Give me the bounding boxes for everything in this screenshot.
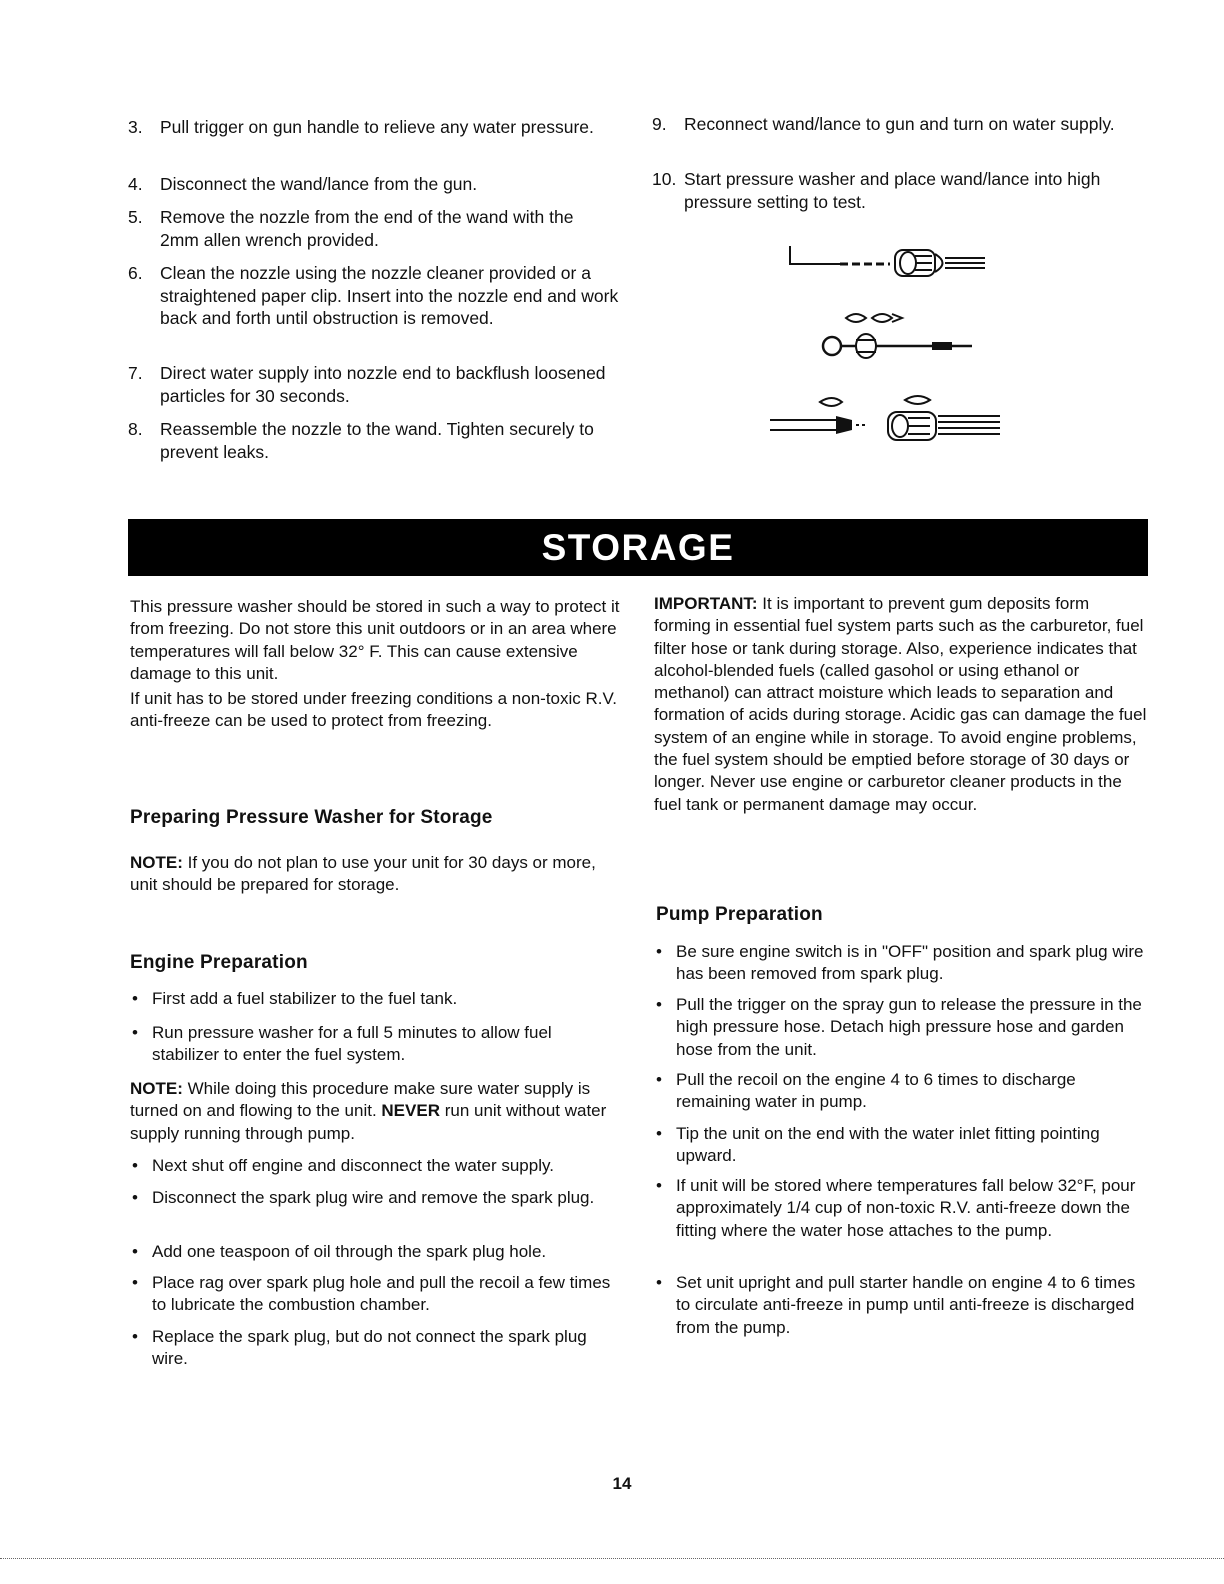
note-text-continued: run unit without water supply running through pump. xyxy=(130,1101,607,1143)
note-storage-30-days xyxy=(130,852,622,897)
pump-bullet-2 xyxy=(656,994,1146,1061)
note-text: If you do not plan to use your unit for 30 days or more, unit should be prepared for storage. xyxy=(130,853,596,895)
bullet-text: Add one teaspoon of oil through the spark plug hole. xyxy=(152,1242,547,1261)
bullet-text: Place rag over spark plug hole and pull the recoil a few times to lubricate the combustion chamber. xyxy=(152,1273,611,1315)
nozzle-removal-illustration xyxy=(780,238,1010,288)
bullet-dot: • xyxy=(656,942,662,961)
bullet-text: If unit will be stored where temperatures fall below 32°F, pour approximately 1/4 cup of non-toxic R.V. anti-freeze down the fitting where the water hose attaches to the pump. xyxy=(676,1176,1136,1240)
never-emphasis: NEVER xyxy=(381,1101,440,1121)
pump-bullet-3 xyxy=(656,1069,1146,1114)
bullet-dot: • xyxy=(132,1242,138,1261)
step-5 xyxy=(128,206,608,251)
bullet-text: First add a fuel stabilizer to the fuel tank. xyxy=(152,989,458,1008)
step-number: 7. xyxy=(128,363,143,383)
bullet-dot: • xyxy=(656,1124,662,1143)
bullet-text: Pull the recoil on the engine 4 to 6 times to discharge remaining water in pump. xyxy=(676,1070,1076,1112)
bullet-dot: • xyxy=(132,1188,138,1207)
note-text: While doing this procedure make sure water supply is turned on and flowing to the unit. xyxy=(130,1079,591,1121)
step-8 xyxy=(128,418,608,463)
bullet-dot: • xyxy=(132,1273,138,1292)
page-number: 14 xyxy=(612,1474,632,1493)
step-9 xyxy=(652,113,1132,136)
engine-bullet-5 xyxy=(132,1241,632,1263)
step-text: Direct water supply into nozzle end to backflush loosened particles for 30 seconds. xyxy=(160,363,606,406)
step-text: Reassemble the nozzle to the wand. Tighten securely to prevent leaks. xyxy=(160,419,594,462)
note-label: NOTE: xyxy=(130,853,183,872)
bullet-text: Replace the spark plug, but do not connect the spark plug wire. xyxy=(152,1327,587,1369)
engine-bullet-3 xyxy=(132,1155,632,1177)
engine-bullet-1 xyxy=(132,988,622,1010)
step-number: 4. xyxy=(128,174,143,194)
step-text: Start pressure washer and place wand/lance into high pressure setting to test. xyxy=(684,169,1101,212)
bullet-dot: • xyxy=(656,1273,662,1292)
storage-banner xyxy=(128,519,1148,576)
step-number: 3. xyxy=(128,117,143,137)
pump-bullet-6 xyxy=(656,1272,1146,1339)
step-number: 5. xyxy=(128,207,143,227)
bullet-dot: • xyxy=(132,1327,138,1346)
step-number: 8. xyxy=(128,419,143,439)
section-title: STORAGE xyxy=(541,527,735,568)
step-3 xyxy=(128,116,608,139)
bullet-text: Set unit upright and pull starter handle on engine 4 to 6 times to circulate anti-freeze in pump until anti-freeze is discharged from the pump. xyxy=(676,1273,1136,1337)
step-number: 9. xyxy=(652,114,667,134)
pump-bullet-5 xyxy=(656,1175,1146,1242)
bullet-text: Tip the unit on the end with the water inlet fitting pointing upward. xyxy=(676,1124,1100,1166)
step-text: Disconnect the wand/lance from the gun. xyxy=(160,174,478,194)
step-10 xyxy=(652,168,1132,213)
step-4 xyxy=(128,173,608,196)
important-label: IMPORTANT: xyxy=(654,594,758,613)
storage-intro-paragraph: This pressure washer should be stored in such a way to protect it from freezing. Do not store this unit outdoors or in an area where temperatures will fall below 32° F. This can cause extensive damage to this unit. xyxy=(130,597,620,683)
engine-preparation-heading: Engine Preparation xyxy=(130,952,308,973)
bullet-dot: • xyxy=(656,1176,662,1195)
engine-bullet-7 xyxy=(132,1326,622,1371)
step-text: Remove the nozzle from the end of the wand with the 2mm allen wrench provided. xyxy=(160,207,574,250)
nozzle-backflush-illustration xyxy=(770,390,1010,450)
important-paragraph xyxy=(654,593,1148,816)
step-6 xyxy=(128,262,628,330)
step-text: Pull trigger on gun handle to relieve any water pressure. xyxy=(160,117,594,137)
pump-bullet-4 xyxy=(656,1123,1146,1168)
step-text: Reconnect wand/lance to gun and turn on water supply. xyxy=(684,114,1115,134)
bullet-text: Be sure engine switch is in "OFF" position and spark plug wire has been removed from spark plug. xyxy=(676,942,1144,984)
preparing-storage-heading: Preparing Pressure Washer for Storage xyxy=(130,807,493,828)
bullet-dot: • xyxy=(132,1023,138,1042)
bullet-dot: • xyxy=(656,1070,662,1089)
pump-bullet-1 xyxy=(656,941,1146,986)
bullet-text: Run pressure washer for a full 5 minutes to allow fuel stabilizer to enter the fuel system. xyxy=(152,1023,552,1065)
bullet-dot: • xyxy=(656,995,662,1014)
step-text: Clean the nozzle using the nozzle cleaner provided or a straightened paper clip. Insert into the nozzle end and work back and forth until obstruction is removed. xyxy=(160,263,619,328)
bullet-text: Pull the trigger on the spray gun to release the pressure in the high pressure hose. Detach high pressure hose and garden hose from the unit. xyxy=(676,995,1142,1059)
engine-bullet-4 xyxy=(132,1187,622,1209)
bullet-dot: • xyxy=(132,989,138,1008)
nozzle-cleaner-illustration xyxy=(812,304,982,370)
step-number: 10. xyxy=(652,169,677,189)
step-number: 6. xyxy=(128,263,143,283)
antifreeze-paragraph: If unit has to be stored under freezing conditions a non-toxic R.V. anti-freeze can be used to protect from freezing. xyxy=(130,689,617,731)
step-7 xyxy=(128,362,608,407)
note-label: NOTE: xyxy=(130,1079,183,1098)
engine-bullet-2 xyxy=(132,1022,622,1067)
important-text: It is important to prevent gum deposits form forming in essential fuel system parts such as the carburetor, fuel filter hose or tank during storage. Also, experience indicates that alcohol-blended fuels (called gasohol or using ethanol or methanol) can attract moisture which leads to separation and formation of acids during storage. Acidic gas can damage the fuel system of an engine while in storage. To avoid engine problems, the fuel system should be emptied before storage of 30 days or longer. Never use engine or carburetor cleaner products in the fuel tank or permanent damage may occur. xyxy=(654,594,1147,814)
bullet-dot: • xyxy=(132,1156,138,1175)
pump-preparation-heading: Pump Preparation xyxy=(656,904,823,925)
engine-bullet-6 xyxy=(132,1272,622,1317)
bullet-text: Next shut off engine and disconnect the water supply. xyxy=(152,1156,554,1175)
page-bottom-rule xyxy=(0,1558,1224,1559)
bullet-text: Disconnect the spark plug wire and remove the spark plug. xyxy=(152,1188,595,1207)
note-water-supply xyxy=(130,1078,622,1145)
